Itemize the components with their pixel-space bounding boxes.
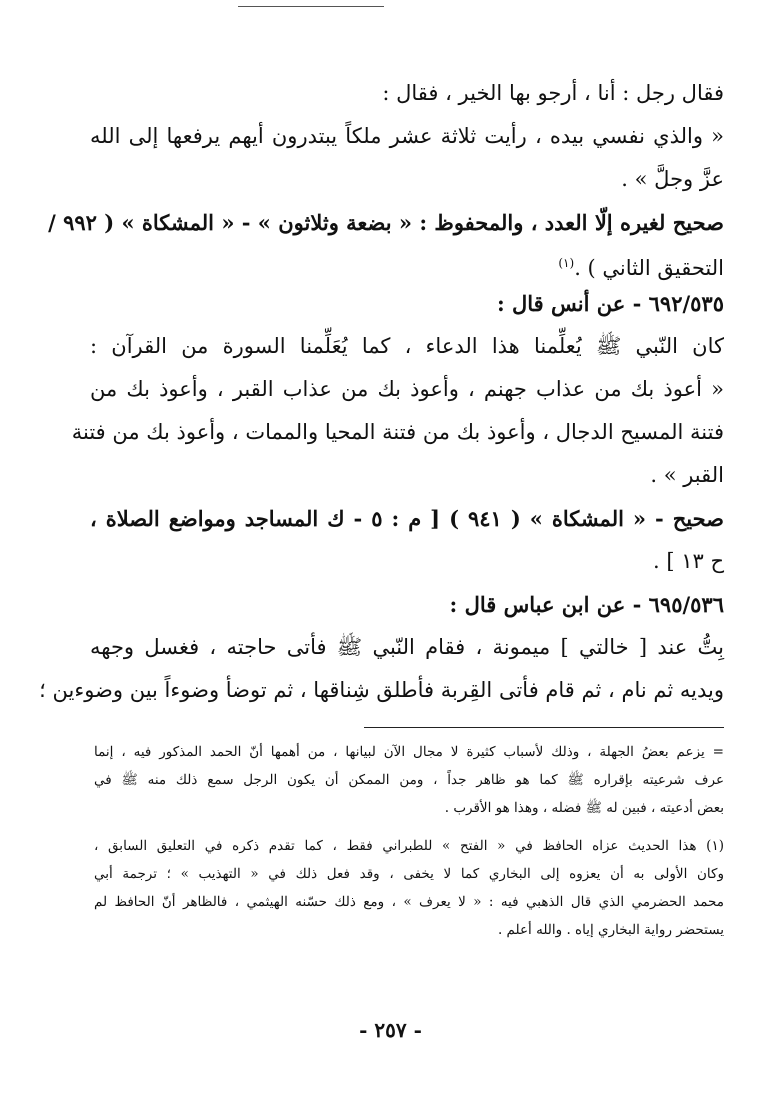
top-rule bbox=[238, 6, 384, 7]
text-line bbox=[90, 244, 724, 282]
text-line-content: التحقيق الثاني ) . bbox=[574, 256, 724, 280]
grading-line: صحيح - « المشكاة » ( ٩٤١ ) [ م : ٥ - ك المساجد ومواضع الصلاة ، bbox=[90, 506, 724, 531]
text-line: ح ١٣ ] . bbox=[652, 549, 724, 573]
footnote-separator bbox=[364, 727, 724, 728]
footnote-reference: (١) bbox=[558, 256, 575, 270]
footnote-line: بعض أدعيته ، فبين له ﷺ فضله ، وهذا هو الأقرب . bbox=[444, 800, 724, 816]
text-line: « أعوذ بك من عذاب جهنم ، وأعوذ بك من عذاب القبر ، وأعوذ بك من bbox=[90, 377, 724, 401]
text-line: ويديه ثم نام ، ثم قام فأتى القِربة فأطلق شِناقها ، ثم توضأ وضوءاً بين وضوءين ؛ bbox=[39, 678, 724, 702]
footnotes bbox=[94, 738, 724, 944]
text-line: عزَّ وجلَّ » . bbox=[621, 167, 724, 191]
footnote-line: وكان الأولى به أن يعزوه إلى البخاري كما لا يخفى ، وقد فعل ذلك في « التهذيب » ؛ ترجمة أبي bbox=[94, 866, 724, 882]
main-text bbox=[39, 72, 724, 712]
text-line: فقال رجل : أنا ، أرجو بها الخير ، فقال : bbox=[382, 81, 724, 105]
footnote-line: يستحضر رواية البخاري إياه . والله أعلم . bbox=[497, 922, 724, 938]
grading-line: صحيح لغيره إلّا العدد ، والمحفوظ : « بضعة وثلاثون » - « المشكاة » ( ٩٩٢ / bbox=[48, 210, 724, 235]
page-number: - ٢٥٧ - bbox=[359, 1018, 422, 1042]
text-line: بِتُّ عند [ خالتي ] ميمونة ، فقام النّبي ﷺ فأتى حاجته ، فغسل وجهه bbox=[90, 635, 724, 659]
hadith-number: ٦٩٥/٥٣٦ - عن ابن عباس قال : bbox=[449, 592, 724, 617]
hadith-number: ٦٩٢/٥٣٥ - عن أنس قال : bbox=[496, 291, 724, 316]
footnote-line: = يزعم بعضُ الجهلة ، وذلك لأسباب كثيرة لا مجال الآن لبيانها ، من أهمها أنّ الحمد المذكور فيه ، إنما bbox=[94, 744, 724, 760]
text-line: « والذي نفسي بيده ، رأيت ثلاثة عشر ملكاً يبتدرون أيهم يرفعها إلى الله bbox=[90, 124, 724, 148]
footnote-line: محمد الحضرمي الذي قال الذهبي فيه : « لا يعرف » ، ومع ذلك حسّنه الهيثمي ، فالظاهر أنّ الحافظ لم bbox=[94, 894, 724, 910]
text-line: فتنة المسيح الدجال ، وأعوذ بك من فتنة المحيا والممات ، وأعوذ بك من فتنة bbox=[71, 420, 724, 444]
footnote-line: (١) هذا الحديث عزاه الحافظ في « الفتح » للطبراني فقط ، كما تقدم ذكره في التعليق السابق ، bbox=[94, 838, 724, 854]
footnote-line: عرف شرعيته بإقراره ﷺ كما هو ظاهر جداً ، ومن الممكن أن يكون الرجل سمع ذلك منه ﷺ في bbox=[94, 772, 724, 788]
text-line: القبر » . bbox=[650, 463, 724, 487]
text-line: كان النّبي ﷺ يُعلِّمنا هذا الدعاء ، كما يُعَلِّمنا السورة من القرآن : bbox=[90, 334, 724, 358]
